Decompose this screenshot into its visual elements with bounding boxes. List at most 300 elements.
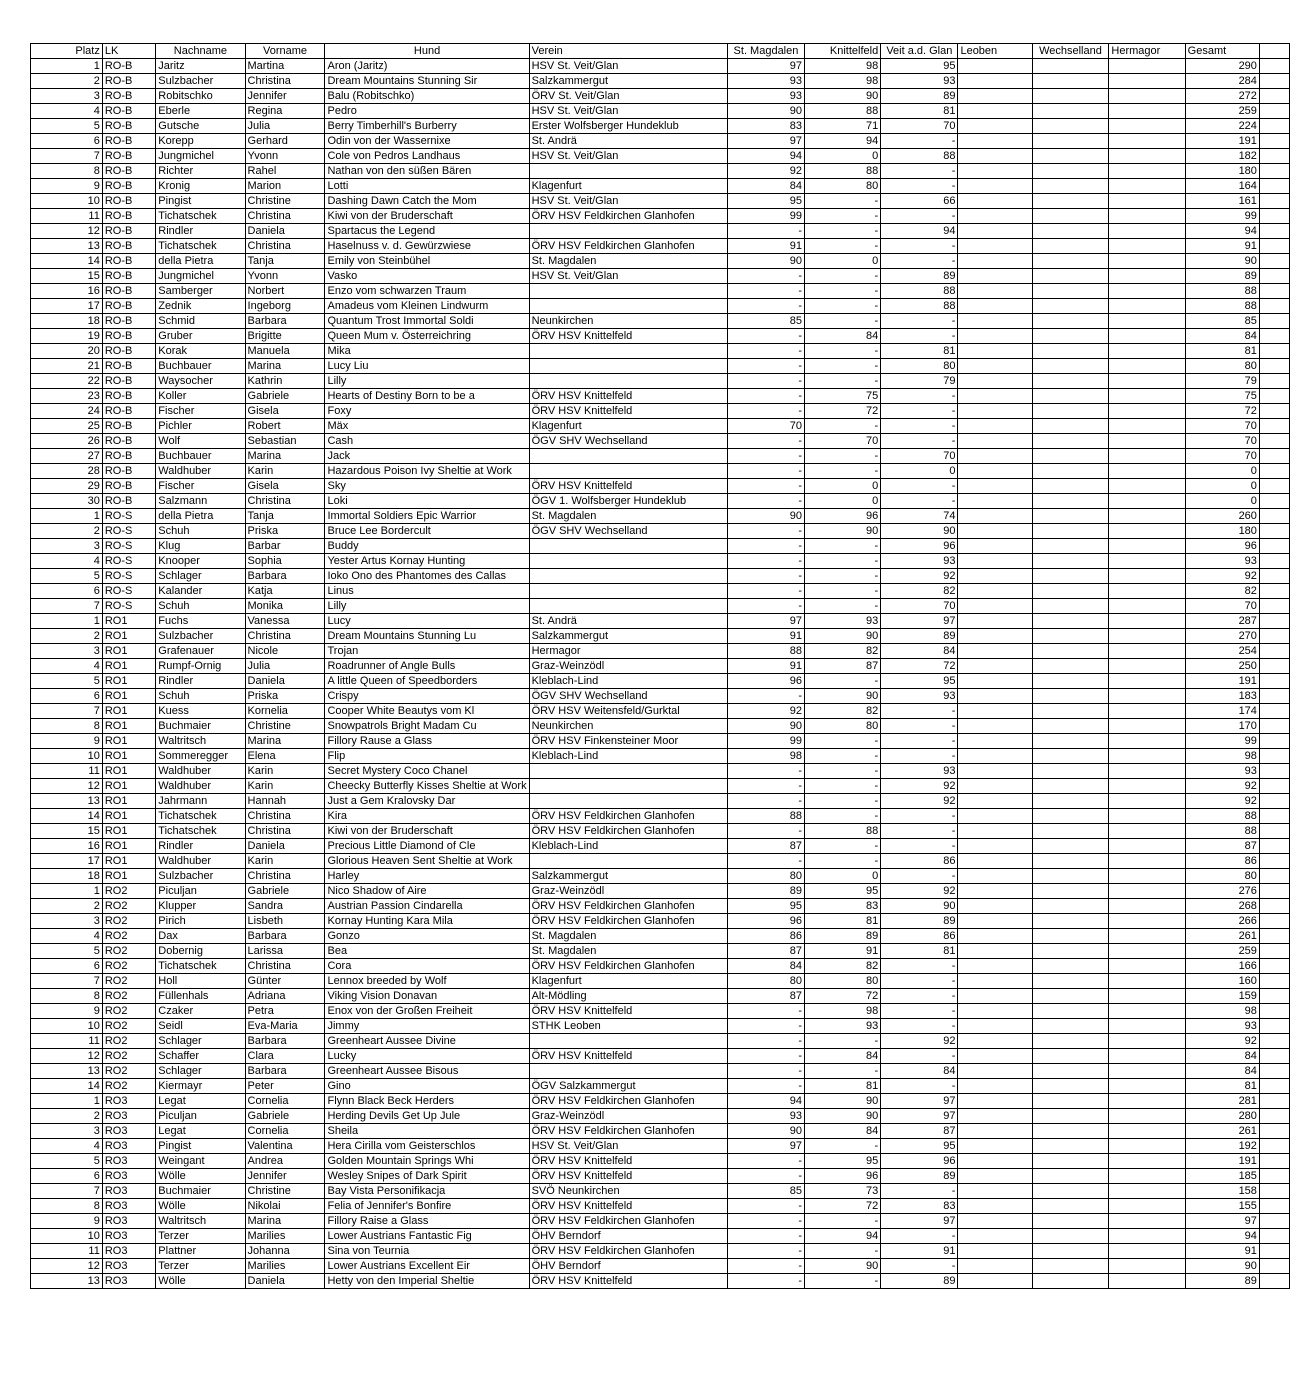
cell-veit-glan: - xyxy=(881,419,958,434)
cell-wechselland xyxy=(1032,614,1109,629)
cell-lk: RO-B xyxy=(102,104,155,119)
cell-veit-glan: 74 xyxy=(881,509,958,524)
cell-lk: RO1 xyxy=(102,689,155,704)
cell-wechselland xyxy=(1032,1274,1109,1289)
cell-extra xyxy=(1259,1169,1289,1184)
cell-extra xyxy=(1259,884,1289,899)
cell-nachname: Rindler xyxy=(156,674,245,689)
cell-verein: Kleblach-Lind xyxy=(529,839,727,854)
cell-hund: Nathan von den süßen Bären xyxy=(325,164,529,179)
cell-vorname: Yvonn xyxy=(245,269,325,284)
cell-st-magdalen: 88 xyxy=(727,644,804,659)
cell-hermagor xyxy=(1109,674,1185,689)
cell-knittelfeld: 90 xyxy=(805,524,881,539)
cell-platz: 4 xyxy=(31,554,103,569)
cell-st-magdalen: 97 xyxy=(727,134,804,149)
cell-wechselland xyxy=(1032,809,1109,824)
cell-st-magdalen: - xyxy=(727,539,804,554)
cell-st-magdalen: - xyxy=(727,689,804,704)
cell-lk: RO3 xyxy=(102,1229,155,1244)
table-row xyxy=(31,584,1290,599)
cell-hermagor xyxy=(1109,449,1185,464)
cell-st-magdalen: 83 xyxy=(727,119,804,134)
cell-hund: Just a Gem Kralovsky Dar xyxy=(325,794,529,809)
header-hund: Hund xyxy=(325,44,529,59)
cell-vorname: Cornelia xyxy=(245,1124,325,1139)
cell-knittelfeld: - xyxy=(805,584,881,599)
header-leoben: Leoben xyxy=(958,44,1032,59)
cell-st-magdalen: - xyxy=(727,464,804,479)
cell-wechselland xyxy=(1032,1004,1109,1019)
cell-gesamt: 89 xyxy=(1185,1274,1259,1289)
cell-st-magdalen: - xyxy=(727,1259,804,1274)
cell-knittelfeld: 72 xyxy=(805,989,881,1004)
cell-knittelfeld: - xyxy=(805,599,881,614)
cell-platz: 5 xyxy=(31,119,103,134)
cell-verein xyxy=(529,539,727,554)
cell-leoben xyxy=(958,974,1032,989)
table-row xyxy=(31,539,1290,554)
cell-st-magdalen: - xyxy=(727,1274,804,1289)
cell-hermagor xyxy=(1109,1259,1185,1274)
table-row xyxy=(31,1109,1290,1124)
cell-knittelfeld: 84 xyxy=(805,329,881,344)
cell-hermagor xyxy=(1109,704,1185,719)
cell-hund: Sheila xyxy=(325,1124,529,1139)
cell-vorname: Christine xyxy=(245,194,325,209)
cell-nachname: Schlager xyxy=(156,1064,245,1079)
cell-nachname: Klupper xyxy=(156,899,245,914)
header-veit-glan: Veit a.d. Glan xyxy=(881,44,958,59)
cell-wechselland xyxy=(1032,764,1109,779)
table-row xyxy=(31,74,1290,89)
cell-verein: Graz-Weinzödl xyxy=(529,659,727,674)
cell-knittelfeld: - xyxy=(805,779,881,794)
cell-wechselland xyxy=(1032,1199,1109,1214)
cell-wechselland xyxy=(1032,74,1109,89)
cell-hund: Gonzo xyxy=(325,929,529,944)
cell-knittelfeld: 88 xyxy=(805,164,881,179)
cell-knittelfeld: - xyxy=(805,239,881,254)
cell-knittelfeld: - xyxy=(805,854,881,869)
cell-platz: 13 xyxy=(31,239,103,254)
cell-gesamt: 91 xyxy=(1185,239,1259,254)
cell-leoben xyxy=(958,614,1032,629)
cell-veit-glan: 92 xyxy=(881,794,958,809)
cell-leoben xyxy=(958,1124,1032,1139)
cell-hermagor xyxy=(1109,884,1185,899)
cell-knittelfeld: 98 xyxy=(805,59,881,74)
cell-gesamt: 0 xyxy=(1185,464,1259,479)
cell-nachname: Buchbauer xyxy=(156,359,245,374)
cell-hund: Queen Mum v. Österreichring xyxy=(325,329,529,344)
cell-wechselland xyxy=(1032,479,1109,494)
cell-platz: 1 xyxy=(31,1094,103,1109)
cell-verein: HSV St. Veit/Glan xyxy=(529,269,727,284)
cell-knittelfeld: 93 xyxy=(805,1019,881,1034)
cell-verein xyxy=(529,854,727,869)
cell-lk: RO2 xyxy=(102,1004,155,1019)
cell-verein: ÖRV HSV Feldkirchen Glanhofen xyxy=(529,899,727,914)
cell-vorname: Christina xyxy=(245,494,325,509)
table-row xyxy=(31,1064,1290,1079)
cell-gesamt: 88 xyxy=(1185,284,1259,299)
cell-hermagor xyxy=(1109,1004,1185,1019)
cell-platz: 16 xyxy=(31,284,103,299)
cell-knittelfeld: 93 xyxy=(805,614,881,629)
table-row xyxy=(31,794,1290,809)
cell-hermagor xyxy=(1109,614,1185,629)
header-lk: LK xyxy=(102,44,155,59)
cell-platz: 7 xyxy=(31,974,103,989)
cell-vorname: Peter xyxy=(245,1079,325,1094)
cell-knittelfeld: 71 xyxy=(805,119,881,134)
cell-veit-glan: 97 xyxy=(881,1094,958,1109)
cell-knittelfeld: 0 xyxy=(805,479,881,494)
cell-wechselland xyxy=(1032,209,1109,224)
cell-wechselland xyxy=(1032,674,1109,689)
cell-hermagor xyxy=(1109,1049,1185,1064)
cell-vorname: Sophia xyxy=(245,554,325,569)
cell-leoben xyxy=(958,119,1032,134)
cell-leoben xyxy=(958,1154,1032,1169)
cell-hermagor xyxy=(1109,254,1185,269)
table-row xyxy=(31,344,1290,359)
table-row xyxy=(31,689,1290,704)
cell-extra xyxy=(1259,1184,1289,1199)
cell-hund: Pedro xyxy=(325,104,529,119)
cell-hermagor xyxy=(1109,1124,1185,1139)
cell-veit-glan: 81 xyxy=(881,344,958,359)
cell-hund: A little Queen of Speedborders xyxy=(325,674,529,689)
cell-gesamt: 191 xyxy=(1185,134,1259,149)
cell-vorname: Christine xyxy=(245,1184,325,1199)
cell-vorname: Marilies xyxy=(245,1259,325,1274)
cell-extra xyxy=(1259,1019,1289,1034)
cell-hermagor xyxy=(1109,929,1185,944)
cell-nachname: Pingist xyxy=(156,1139,245,1154)
cell-extra xyxy=(1259,644,1289,659)
cell-hund: Mäx xyxy=(325,419,529,434)
cell-wechselland xyxy=(1032,224,1109,239)
cell-wechselland xyxy=(1032,959,1109,974)
cell-nachname: Tichatschek xyxy=(156,239,245,254)
cell-wechselland xyxy=(1032,389,1109,404)
cell-knittelfeld: - xyxy=(805,1244,881,1259)
cell-vorname: Monika xyxy=(245,599,325,614)
cell-veit-glan: 82 xyxy=(881,584,958,599)
cell-extra xyxy=(1259,659,1289,674)
table-row xyxy=(31,839,1290,854)
cell-leoben xyxy=(958,239,1032,254)
table-row xyxy=(31,374,1290,389)
table-row xyxy=(31,1124,1290,1139)
cell-hund: Lotti xyxy=(325,179,529,194)
cell-platz: 9 xyxy=(31,734,103,749)
cell-nachname: Seidl xyxy=(156,1019,245,1034)
cell-hermagor xyxy=(1109,284,1185,299)
cell-gesamt: 170 xyxy=(1185,719,1259,734)
cell-st-magdalen: 85 xyxy=(727,1184,804,1199)
cell-hund: Enox von der Großen Freiheit xyxy=(325,1004,529,1019)
cell-gesamt: 99 xyxy=(1185,734,1259,749)
cell-extra xyxy=(1259,149,1289,164)
cell-wechselland xyxy=(1032,1109,1109,1124)
cell-vorname: Christina xyxy=(245,869,325,884)
table-row xyxy=(31,329,1290,344)
cell-knittelfeld: - xyxy=(805,539,881,554)
cell-vorname: Rahel xyxy=(245,164,325,179)
cell-lk: RO-B xyxy=(102,149,155,164)
cell-vorname: Vanessa xyxy=(245,614,325,629)
cell-lk: RO-S xyxy=(102,524,155,539)
cell-gesamt: 287 xyxy=(1185,614,1259,629)
table-row xyxy=(31,299,1290,314)
cell-st-magdalen: 94 xyxy=(727,1094,804,1109)
cell-st-magdalen: 96 xyxy=(727,674,804,689)
cell-nachname: Sommeregger xyxy=(156,749,245,764)
cell-leoben xyxy=(958,254,1032,269)
cell-platz: 8 xyxy=(31,719,103,734)
table-row xyxy=(31,524,1290,539)
cell-veit-glan: 88 xyxy=(881,299,958,314)
cell-extra xyxy=(1259,254,1289,269)
cell-leoben xyxy=(958,854,1032,869)
cell-lk: RO1 xyxy=(102,809,155,824)
cell-knittelfeld: - xyxy=(805,839,881,854)
cell-verein xyxy=(529,449,727,464)
table-row xyxy=(31,824,1290,839)
cell-gesamt: 254 xyxy=(1185,644,1259,659)
cell-st-magdalen: - xyxy=(727,1034,804,1049)
cell-veit-glan: 89 xyxy=(881,269,958,284)
cell-gesamt: 261 xyxy=(1185,1124,1259,1139)
cell-platz: 2 xyxy=(31,899,103,914)
cell-vorname: Petra xyxy=(245,1004,325,1019)
table-row xyxy=(31,104,1290,119)
cell-verein: ÖHV Berndorf xyxy=(529,1259,727,1274)
cell-leoben xyxy=(958,944,1032,959)
cell-gesamt: 84 xyxy=(1185,329,1259,344)
cell-verein: ÖRV HSV Feldkirchen Glanhofen xyxy=(529,824,727,839)
cell-hund: Gino xyxy=(325,1079,529,1094)
cell-extra xyxy=(1259,584,1289,599)
cell-knittelfeld: - xyxy=(805,794,881,809)
cell-platz: 5 xyxy=(31,1154,103,1169)
cell-platz: 2 xyxy=(31,1109,103,1124)
cell-verein xyxy=(529,164,727,179)
cell-hermagor xyxy=(1109,539,1185,554)
cell-wechselland xyxy=(1032,539,1109,554)
cell-leoben xyxy=(958,674,1032,689)
cell-wechselland xyxy=(1032,194,1109,209)
cell-extra xyxy=(1259,419,1289,434)
cell-st-magdalen: - xyxy=(727,449,804,464)
cell-verein: ÖRV HSV Knittelfeld xyxy=(529,1154,727,1169)
cell-hund: Lucy Liu xyxy=(325,359,529,374)
cell-extra xyxy=(1259,89,1289,104)
cell-leoben xyxy=(958,749,1032,764)
cell-extra xyxy=(1259,974,1289,989)
cell-hermagor xyxy=(1109,779,1185,794)
cell-hermagor xyxy=(1109,359,1185,374)
cell-hund: Lennox breeded by Wolf xyxy=(325,974,529,989)
table-row xyxy=(31,944,1290,959)
cell-extra xyxy=(1259,794,1289,809)
table-row xyxy=(31,779,1290,794)
cell-wechselland xyxy=(1032,1184,1109,1199)
cell-lk: RO1 xyxy=(102,824,155,839)
cell-platz: 13 xyxy=(31,1274,103,1289)
cell-lk: RO1 xyxy=(102,614,155,629)
cell-knittelfeld: - xyxy=(805,449,881,464)
cell-veit-glan: 93 xyxy=(881,554,958,569)
cell-nachname: Salzmann xyxy=(156,494,245,509)
cell-wechselland xyxy=(1032,1139,1109,1154)
cell-wechselland xyxy=(1032,524,1109,539)
cell-nachname: Korepp xyxy=(156,134,245,149)
cell-gesamt: 272 xyxy=(1185,89,1259,104)
cell-nachname: Richter xyxy=(156,164,245,179)
cell-veit-glan: - xyxy=(881,329,958,344)
cell-wechselland xyxy=(1032,644,1109,659)
cell-hund: Hera Cirilla vom Geisterschlos xyxy=(325,1139,529,1154)
cell-platz: 26 xyxy=(31,434,103,449)
cell-hermagor xyxy=(1109,269,1185,284)
cell-nachname: Sulzbacher xyxy=(156,869,245,884)
cell-hermagor xyxy=(1109,569,1185,584)
cell-gesamt: 81 xyxy=(1185,344,1259,359)
cell-nachname: Füllenhals xyxy=(156,989,245,1004)
cell-extra xyxy=(1259,914,1289,929)
cell-hund: Trojan xyxy=(325,644,529,659)
cell-extra xyxy=(1259,1244,1289,1259)
cell-wechselland xyxy=(1032,974,1109,989)
cell-verein: St. Magdalen xyxy=(529,509,727,524)
cell-st-magdalen: - xyxy=(727,269,804,284)
cell-wechselland xyxy=(1032,779,1109,794)
cell-nachname: Wolf xyxy=(156,434,245,449)
cell-extra xyxy=(1259,1229,1289,1244)
cell-hund: Hearts of Destiny Born to be a xyxy=(325,389,529,404)
cell-wechselland xyxy=(1032,374,1109,389)
cell-veit-glan: - xyxy=(881,839,958,854)
cell-platz: 11 xyxy=(31,1034,103,1049)
cell-verein: ÖRV HSV Feldkirchen Glanhofen xyxy=(529,914,727,929)
cell-hermagor xyxy=(1109,1079,1185,1094)
cell-leoben xyxy=(958,74,1032,89)
cell-hermagor xyxy=(1109,944,1185,959)
table-row xyxy=(31,314,1290,329)
cell-vorname: Adriana xyxy=(245,989,325,1004)
cell-verein: ÖRV HSV Knittelfeld xyxy=(529,404,727,419)
cell-extra xyxy=(1259,1094,1289,1109)
cell-verein: HSV St. Veit/Glan xyxy=(529,104,727,119)
cell-gesamt: 98 xyxy=(1185,749,1259,764)
cell-platz: 1 xyxy=(31,614,103,629)
cell-lk: RO-B xyxy=(102,479,155,494)
cell-platz: 17 xyxy=(31,854,103,869)
cell-nachname: Weingant xyxy=(156,1154,245,1169)
cell-wechselland xyxy=(1032,929,1109,944)
cell-hermagor xyxy=(1109,1094,1185,1109)
cell-gesamt: 182 xyxy=(1185,149,1259,164)
cell-extra xyxy=(1259,224,1289,239)
cell-veit-glan: 90 xyxy=(881,524,958,539)
cell-nachname: Legat xyxy=(156,1094,245,1109)
cell-verein: St. Andrä xyxy=(529,614,727,629)
cell-veit-glan: - xyxy=(881,809,958,824)
cell-st-magdalen: - xyxy=(727,1004,804,1019)
cell-leoben xyxy=(958,329,1032,344)
cell-gesamt: 276 xyxy=(1185,884,1259,899)
cell-hermagor xyxy=(1109,584,1185,599)
cell-wechselland xyxy=(1032,1094,1109,1109)
cell-veit-glan: - xyxy=(881,179,958,194)
cell-st-magdalen: - xyxy=(727,569,804,584)
cell-platz: 10 xyxy=(31,194,103,209)
cell-hermagor xyxy=(1109,209,1185,224)
cell-hermagor xyxy=(1109,869,1185,884)
cell-hund: Flip xyxy=(325,749,529,764)
cell-hermagor xyxy=(1109,1109,1185,1124)
cell-gesamt: 0 xyxy=(1185,479,1259,494)
cell-knittelfeld: - xyxy=(805,554,881,569)
cell-lk: RO-B xyxy=(102,164,155,179)
cell-wechselland xyxy=(1032,1049,1109,1064)
cell-st-magdalen: - xyxy=(727,284,804,299)
cell-extra xyxy=(1259,374,1289,389)
table-row xyxy=(31,1199,1290,1214)
table-row xyxy=(31,269,1290,284)
cell-vorname: Regina xyxy=(245,104,325,119)
cell-verein xyxy=(529,1034,727,1049)
cell-hund: Yester Artus Kornay Hunting xyxy=(325,554,529,569)
cell-platz: 2 xyxy=(31,629,103,644)
table-row xyxy=(31,1184,1290,1199)
cell-gesamt: 92 xyxy=(1185,779,1259,794)
cell-hermagor xyxy=(1109,989,1185,1004)
cell-wechselland xyxy=(1032,149,1109,164)
cell-vorname: Kornelia xyxy=(245,704,325,719)
cell-vorname: Sebastian xyxy=(245,434,325,449)
cell-lk: RO3 xyxy=(102,1244,155,1259)
cell-platz: 14 xyxy=(31,1079,103,1094)
cell-nachname: Grafenauer xyxy=(156,644,245,659)
cell-st-magdalen: - xyxy=(727,494,804,509)
cell-verein: HSV St. Veit/Glan xyxy=(529,59,727,74)
cell-lk: RO3 xyxy=(102,1094,155,1109)
cell-extra xyxy=(1259,734,1289,749)
cell-extra xyxy=(1259,1139,1289,1154)
cell-platz: 12 xyxy=(31,224,103,239)
cell-leoben xyxy=(958,839,1032,854)
cell-veit-glan: 97 xyxy=(881,1109,958,1124)
cell-st-magdalen: - xyxy=(727,1229,804,1244)
cell-wechselland xyxy=(1032,884,1109,899)
cell-nachname: Zednik xyxy=(156,299,245,314)
table-row xyxy=(31,1034,1290,1049)
header-row xyxy=(31,44,1290,59)
table-row xyxy=(31,749,1290,764)
table-row xyxy=(31,719,1290,734)
cell-hund: Fillory Raise a Glass xyxy=(325,1214,529,1229)
cell-knittelfeld: 82 xyxy=(805,704,881,719)
cell-st-magdalen: 90 xyxy=(727,104,804,119)
cell-lk: RO1 xyxy=(102,734,155,749)
cell-platz: 3 xyxy=(31,1124,103,1139)
cell-hund: Sina von Teurnia xyxy=(325,1244,529,1259)
